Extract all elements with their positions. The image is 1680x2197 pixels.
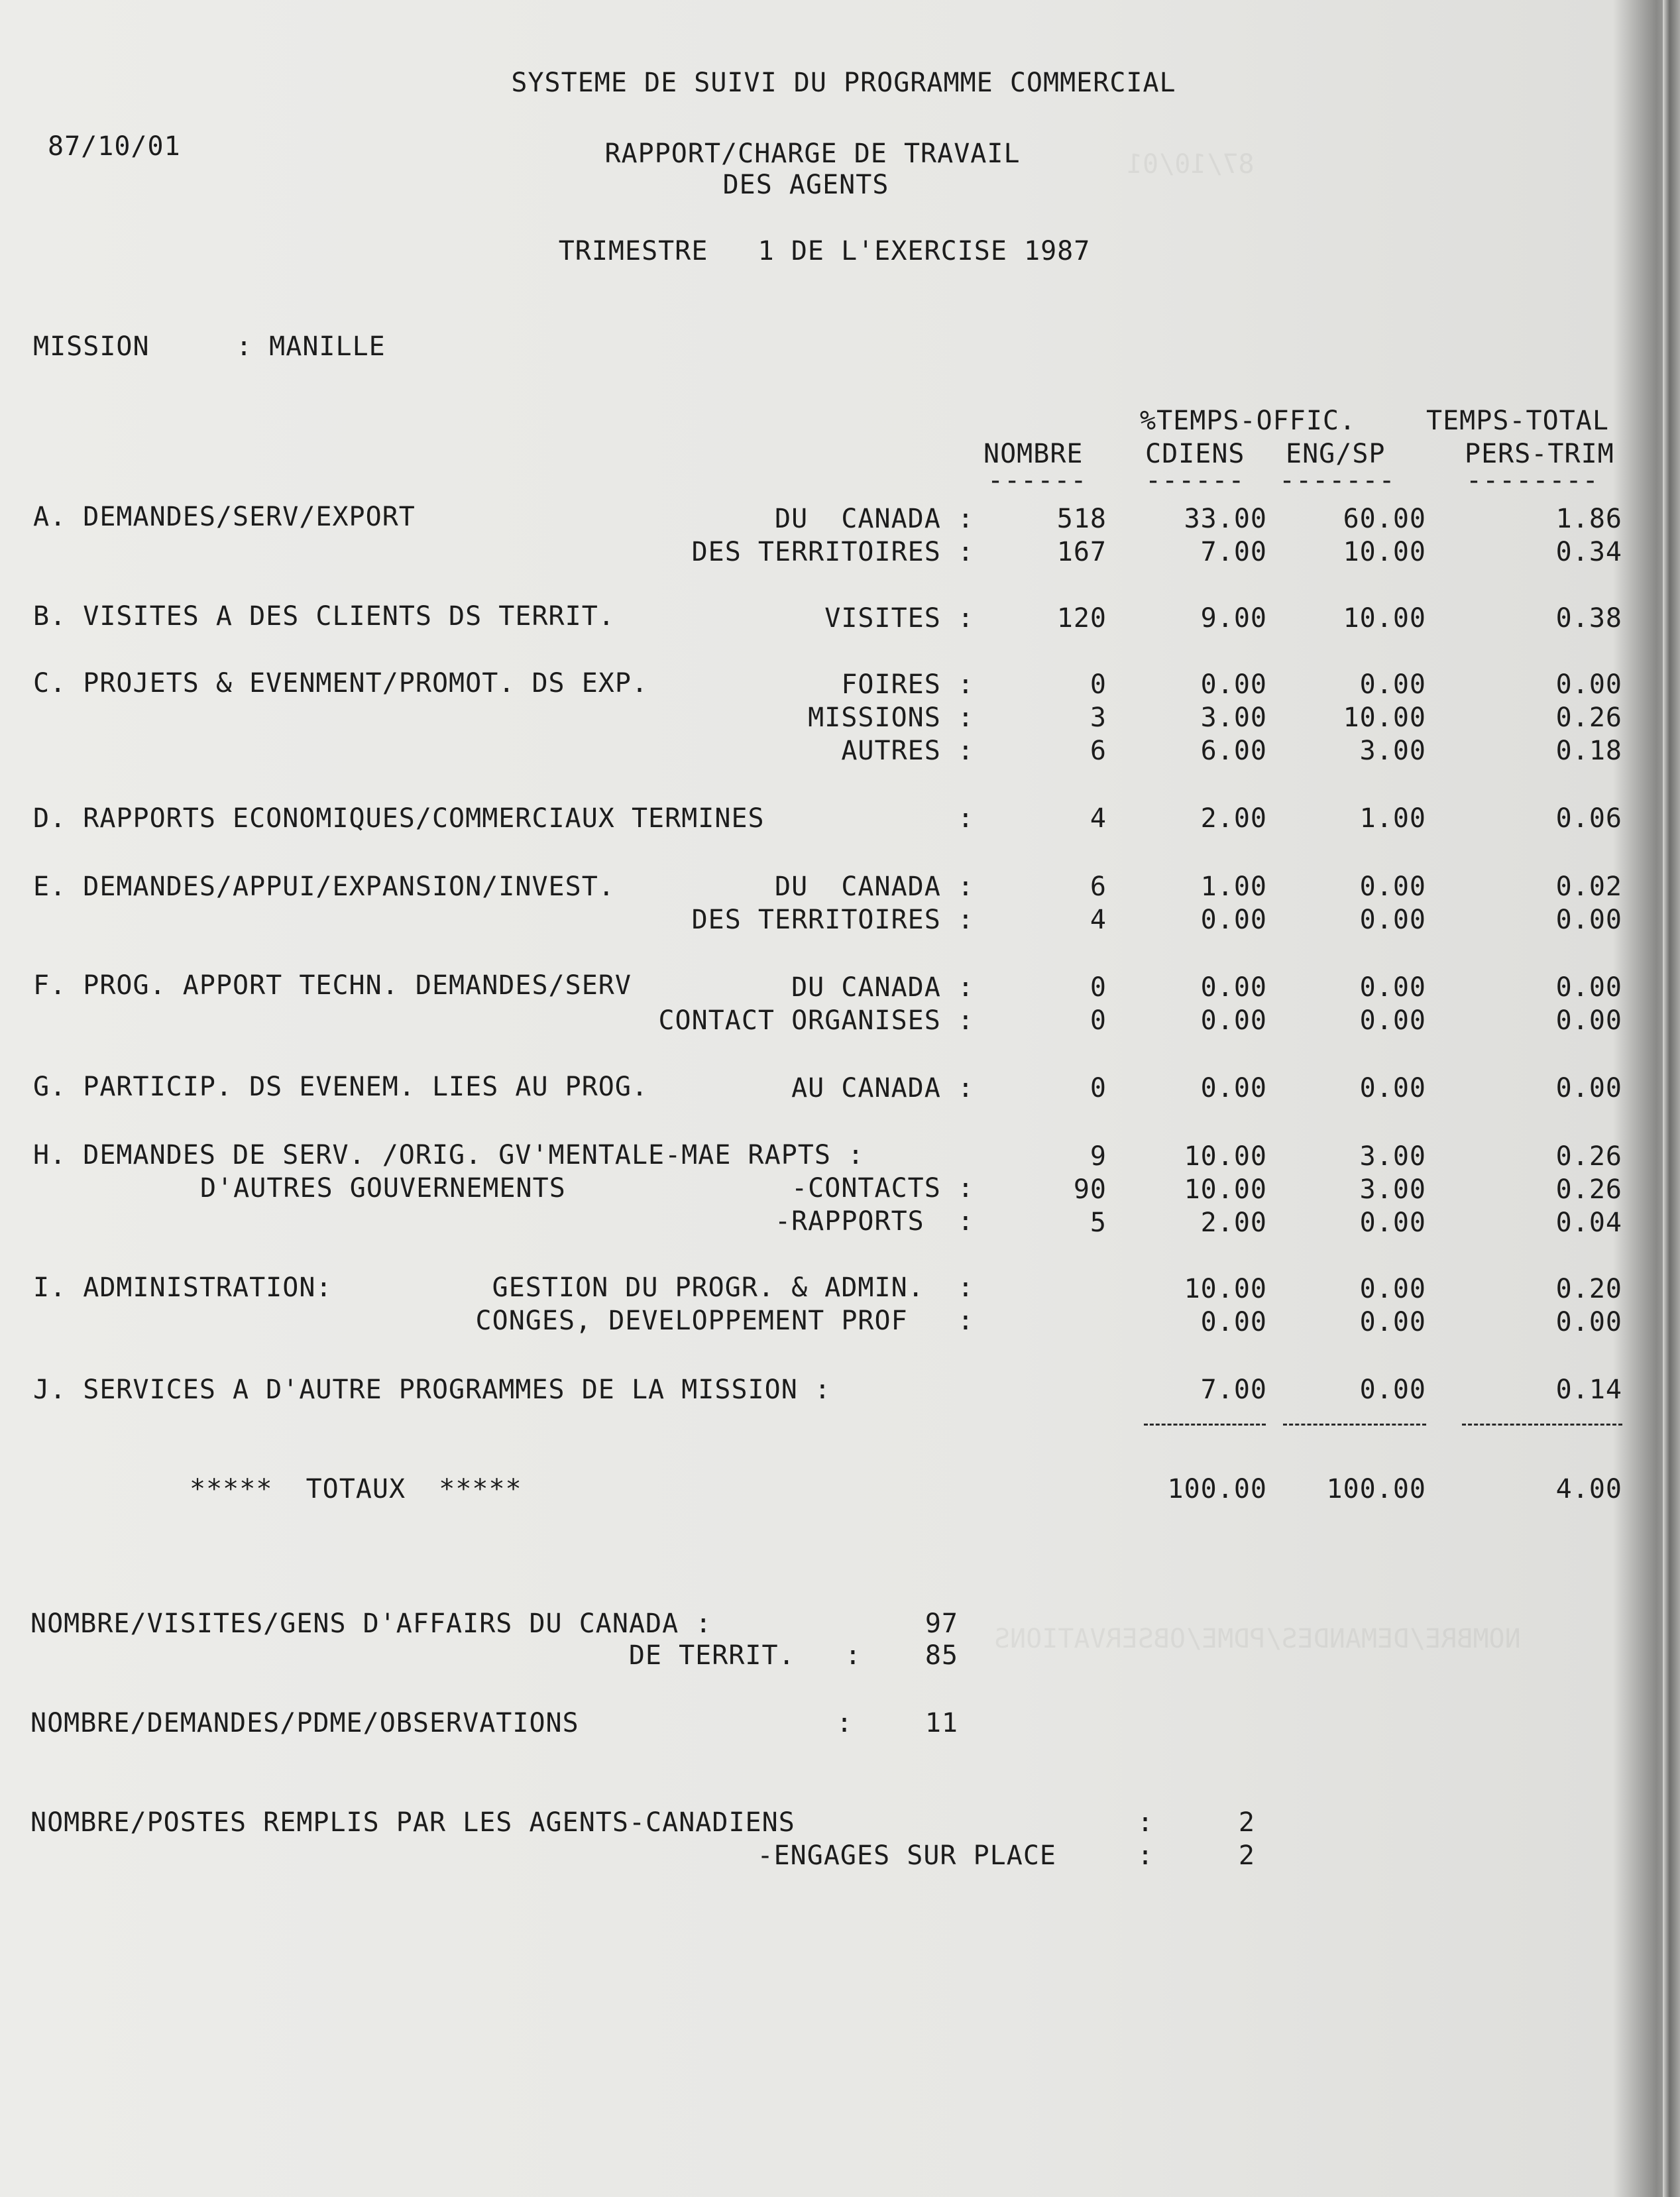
section-h-line2: D'AUTRES GOUVERNEMENTS [200,1173,566,1204]
e1-engsp: 0.00 [1359,872,1426,902]
totals-cdiens: 100.00 [1167,1474,1267,1504]
col-header-pers-trim: PERS-TRIM [1465,439,1614,469]
postes-value: 2 [1238,1807,1255,1838]
totals-separator-pers [1462,1424,1622,1426]
f2-cdiens: 0.00 [1200,1005,1267,1036]
section-e-title: E. DEMANDES/APPUI/EXPANSION/INVEST. [33,872,615,902]
col-dash-engsp: ------- [1279,465,1396,496]
g1-pers: 0.00 [1555,1073,1622,1103]
e1-cdiens: 1.00 [1200,872,1267,902]
h3-cdiens: 2.00 [1200,1208,1267,1238]
a1-engsp: 60.00 [1343,504,1426,534]
trimestre-line: TRIMESTRE 1 DE L'EXERCISE 1987 [558,236,1091,266]
postes-colon: : [1137,1807,1154,1838]
col-header-engsp: ENG/SP [1286,439,1386,469]
mission-value: : MANILLE [236,331,386,362]
b1-pers: 0.38 [1555,603,1622,634]
h3-engsp: 0.00 [1359,1208,1426,1238]
section-b-sub1: VISITES : [824,603,974,634]
system-title: SYSTEME DE SUIVI DU PROGRAMME COMMERCIAL [511,68,1176,98]
e1-nombre: 6 [1090,872,1107,902]
section-f-title: F. PROG. APPORT TECHN. DEMANDES/SERV [33,970,632,1001]
i2-engsp: 0.00 [1359,1307,1426,1337]
c1-cdiens: 0.00 [1200,669,1267,700]
totals-pers: 4.00 [1555,1474,1622,1504]
c3-nombre: 6 [1090,736,1107,766]
pdme-value: 11 [924,1708,958,1738]
f2-nombre: 0 [1090,1005,1107,1036]
j1-engsp: 0.00 [1359,1375,1426,1405]
i1-cdiens: 10.00 [1184,1274,1267,1304]
c2-cdiens: 3.00 [1200,703,1267,733]
a2-cdiens: 7.00 [1200,537,1267,567]
h1-engsp: 3.00 [1359,1141,1426,1172]
engages-colon: : [1137,1840,1154,1871]
section-a-title: A. DEMANDES/SERV/EXPORT [33,502,416,532]
mission-label: MISSION [33,331,150,362]
section-c-sub2: MISSIONS : [808,703,974,733]
postes-label: NOMBRE/POSTES REMPLIS PAR LES AGENTS-CANADIENS [30,1807,795,1838]
a2-nombre: 167 [1056,537,1107,567]
h2-cdiens: 10.00 [1184,1174,1267,1205]
section-g-sub1: AU CANADA : [791,1073,974,1103]
g1-cdiens: 0.00 [1200,1073,1267,1103]
section-c-title: C. PROJETS & EVENMENT/PROMOT. DS EXP. [33,668,649,699]
j1-pers: 0.14 [1555,1375,1622,1405]
c1-nombre: 0 [1090,669,1107,700]
engages-value: 2 [1238,1840,1255,1871]
b1-nombre: 120 [1056,603,1107,634]
b1-engsp: 10.00 [1343,603,1426,634]
report-title-line2: DES AGENTS [722,170,889,200]
col-header-nombre: NOMBRE [983,439,1084,469]
h2-engsp: 3.00 [1359,1174,1426,1205]
section-c-sub3: AUTRES : [841,736,974,766]
totals-engsp: 100.00 [1326,1474,1426,1504]
a2-pers: 0.34 [1555,537,1622,567]
e1-pers: 0.02 [1555,872,1622,902]
section-h-sub2: -CONTACTS : [791,1173,974,1204]
pdme-colon: : [836,1708,854,1738]
c1-engsp: 0.00 [1359,669,1426,700]
e2-pers: 0.00 [1555,905,1622,935]
totals-separator-engsp [1283,1424,1426,1426]
i2-pers: 0.00 [1555,1307,1622,1337]
section-c-sub1: FOIRES : [841,669,974,700]
territ-value: 85 [924,1640,958,1671]
h1-nombre: 9 [1090,1141,1107,1172]
i1-pers: 0.20 [1555,1274,1622,1304]
b1-cdiens: 9.00 [1200,603,1267,634]
f1-engsp: 0.00 [1359,972,1426,1003]
d1-engsp: 1.00 [1359,803,1426,834]
a1-pers: 1.86 [1555,504,1622,534]
a1-nombre: 518 [1056,504,1107,534]
f1-cdiens: 0.00 [1200,972,1267,1003]
visites-label: NOMBRE/VISITES/GENS D'AFFAIRS DU CANADA : [30,1608,712,1639]
engages-label: -ENGAGES SUR PLACE [757,1840,1056,1871]
g1-nombre: 0 [1090,1073,1107,1103]
h2-nombre: 90 [1073,1174,1107,1205]
a1-cdiens: 33.00 [1184,504,1267,534]
section-d-sub1: : [957,803,974,834]
section-a-sub2: DES TERRITOIRES : [691,537,974,567]
h1-pers: 0.26 [1555,1141,1622,1172]
col-header-temps-offic: %TEMPS-OFFIC. [1140,406,1357,436]
f1-nombre: 0 [1090,972,1107,1003]
pdme-label: NOMBRE/DEMANDES/PDME/OBSERVATIONS [30,1708,579,1738]
g1-engsp: 0.00 [1359,1073,1426,1103]
ghost-bleed-through-2: NOMBRE/DEMANDES/PDME/OBSERVATIONS [994,1624,1521,1654]
d1-nombre: 4 [1090,803,1107,834]
section-d-title: D. RAPPORTS ECONOMIQUES/COMMERCIAUX TERMINES [33,803,765,834]
e2-engsp: 0.00 [1359,905,1426,935]
c3-cdiens: 6.00 [1200,736,1267,766]
h2-pers: 0.26 [1555,1174,1622,1205]
f1-pers: 0.00 [1555,972,1622,1003]
section-a-sub1: DU CANADA : [775,504,974,534]
e2-nombre: 4 [1090,905,1107,935]
section-b-title: B. VISITES A DES CLIENTS DS TERRIT. [33,601,615,632]
d1-pers: 0.06 [1555,803,1622,834]
f2-engsp: 0.00 [1359,1005,1426,1036]
j1-cdiens: 7.00 [1200,1375,1267,1405]
report-title-line1: RAPPORT/CHARGE DE TRAVAIL [604,139,1021,169]
territ-label: DE TERRIT. : [628,1640,862,1671]
col-dash-cdiens: ------ [1145,465,1245,496]
d1-cdiens: 2.00 [1200,803,1267,834]
section-i-sub2: CONGES, DEVELOPPEMENT PROF : [475,1306,974,1336]
i2-cdiens: 0.00 [1200,1307,1267,1337]
col-dash-pers-trim: -------- [1466,465,1599,496]
section-h-title: H. DEMANDES DE SERV. /ORIG. GV'MENTALE-MAE RAPTS : [33,1140,865,1170]
e2-cdiens: 0.00 [1200,905,1267,935]
visites-value: 97 [924,1608,958,1639]
col-header-temps-total: TEMPS-TOTAL [1426,406,1609,436]
totals-separator-cdiens [1144,1424,1266,1426]
h3-pers: 0.04 [1555,1208,1622,1238]
col-dash-nombre: ------ [987,465,1088,496]
c1-pers: 0.00 [1555,669,1622,700]
section-f-sub1: DU CANADA : [791,972,974,1003]
section-i-sub1: GESTION DU PROGR. & ADMIN. : [492,1272,974,1303]
h3-nombre: 5 [1090,1208,1107,1238]
col-header-cdiens: CDIENS [1145,439,1245,469]
c2-nombre: 3 [1090,703,1107,733]
c3-engsp: 3.00 [1359,736,1426,766]
c2-pers: 0.26 [1555,703,1622,733]
h1-cdiens: 10.00 [1184,1141,1267,1172]
c3-pers: 0.18 [1555,736,1622,766]
report-date: 87/10/01 [48,131,181,162]
scan-right-edge [1663,0,1680,2197]
c2-engsp: 10.00 [1343,703,1426,733]
section-j-title: J. SERVICES A D'AUTRE PROGRAMMES DE LA MISSION : [33,1375,831,1405]
i1-engsp: 0.00 [1359,1274,1426,1304]
totals-label: ***** TOTAUX ***** [190,1474,522,1504]
f2-pers: 0.00 [1555,1005,1622,1036]
section-e-sub2: DES TERRITOIRES : [691,905,974,935]
a2-engsp: 10.00 [1343,537,1426,567]
section-h-sub3: -RAPPORTS : [775,1206,974,1237]
ghost-bleed-through-1: 87/10/01 [1127,149,1255,180]
section-g-title: G. PARTICIP. DS EVENEM. LIES AU PROG. [33,1072,649,1102]
section-i-title: I. ADMINISTRATION: [33,1272,333,1303]
section-e-sub1: DU CANADA : [775,872,974,902]
section-f-sub2: CONTACT ORGANISES : [658,1005,974,1036]
